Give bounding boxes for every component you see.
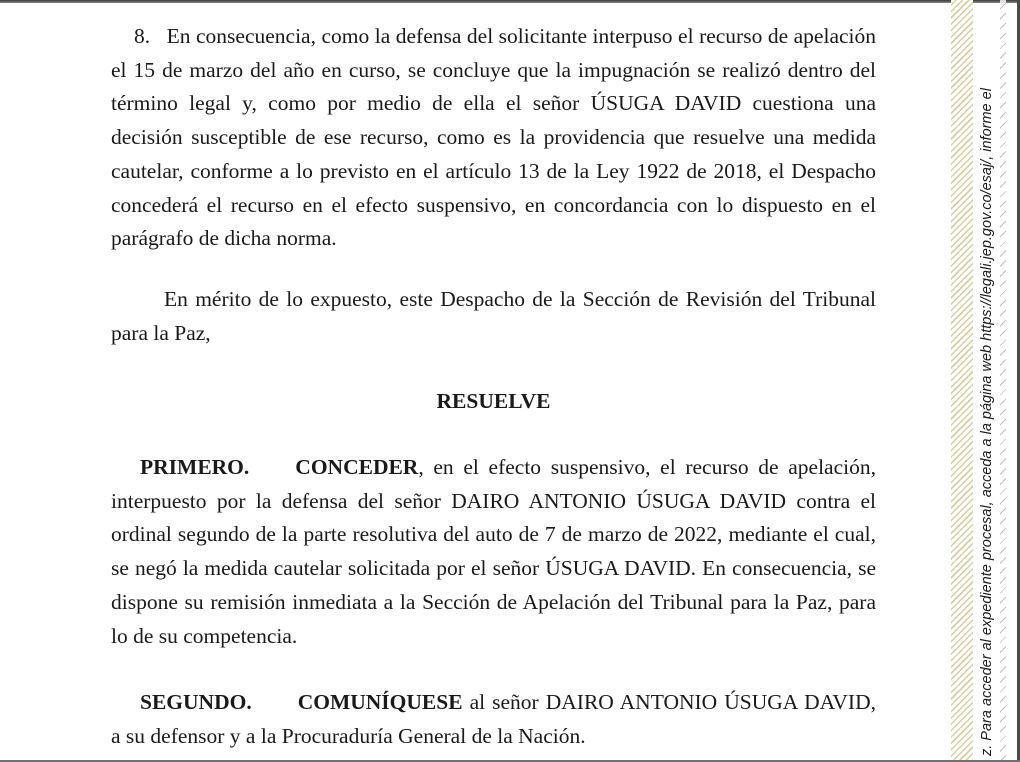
resolution-primero (111, 451, 876, 653)
verb-comuniquese: COMUNÍQUESE (297, 690, 463, 715)
paragraph-number: 8. (134, 24, 151, 48)
section-heading-resuelve: RESUELVE (436, 389, 551, 414)
primero-text: , en el efecto suspensivo, el recurso de apelación, interpuesto por la defensa del señor DAIRO ANTONIO ÚSUGA DAVID contra el ordinal segundo de la parte resolutiva del auto de 7 de marzo de 2022, mediante el cual, se negó la medida cautelar solicitada por el señor ÚSUGA DAVID. En consecuencia, se dispone su remisión inmediata a la Sección de Apelación del Tribunal para la Paz, para lo de su competencia. (111, 455, 876, 648)
margin-dash-stripe (1000, 0, 1006, 762)
margin-note: z. Para acceder al expediente procesal, acceda a la página web https://legali.jep.gov.co/esaj/, informe el (979, 88, 995, 756)
margin-hatch-stripe (951, 0, 973, 762)
ordinal-segundo: SEGUNDO. (140, 690, 252, 715)
verb-conceder: CONCEDER (295, 455, 419, 480)
paragraph-8 (111, 20, 876, 256)
document-page (111, 20, 876, 754)
paragraph-8-text: En consecuencia, como la defensa del solicitante interpuso el recurso de apelación el 15 de marzo del año en curso, se concluye que la impugnación se realizó dentro del término legal y, como por medio de ella el señor ÚSUGA DAVID cuestiona una decisión susceptible de ese recurso, como es la providencia que resuelve una medida cautelar, conforme a lo previsto en el artículo 13 de la Ley 1922 de 2018, el Despacho concederá el recurso en el efecto suspensivo, en concordancia con lo dispuesto en el parágrafo de dicha norma. (111, 24, 876, 251)
resolution-segundo (111, 686, 876, 753)
ordinal-primero: PRIMERO. (140, 455, 250, 480)
paragraph-merito: En mérito de lo expuesto, este Despacho de la Sección de Revisión del Tribunal para la Paz, (111, 286, 876, 345)
window-top-border (0, 0, 1020, 3)
segundo-text: al señor DAIRO ANTONIO ÚSUGA DAVID, a su defensor y a la Procuraduría General de la Nación. (111, 690, 876, 748)
